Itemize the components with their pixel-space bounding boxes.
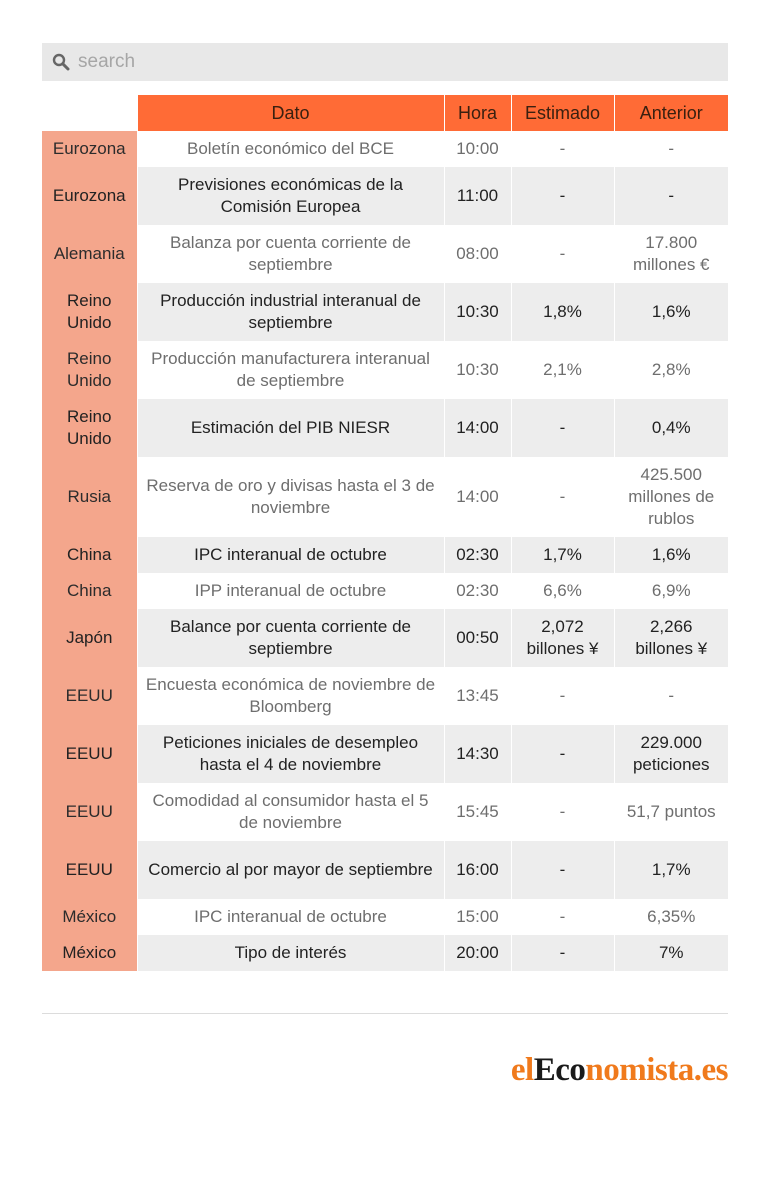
- hora-cell: 14:00: [444, 399, 511, 457]
- logo-part-el: el: [510, 1052, 534, 1088]
- dato-cell: IPP interanual de octubre: [137, 573, 444, 609]
- anterior-cell: 51,7 puntos: [614, 783, 728, 841]
- header-estimado[interactable]: Estimado: [511, 95, 614, 131]
- dato-cell: Boletín económico del BCE: [137, 131, 444, 167]
- country-cell: Eurozona: [42, 131, 137, 167]
- hora-cell: 20:00: [444, 935, 511, 971]
- estimado-cell: -: [511, 667, 614, 725]
- hora-cell: 02:30: [444, 573, 511, 609]
- anterior-cell: 17.800 millones €: [614, 225, 728, 283]
- anterior-cell: 1,6%: [614, 283, 728, 341]
- country-cell: México: [42, 899, 137, 935]
- estimado-cell: -: [511, 899, 614, 935]
- anterior-cell: 6,9%: [614, 573, 728, 609]
- table-row: [42, 783, 728, 841]
- country-cell: China: [42, 537, 137, 573]
- table-row: [42, 667, 728, 725]
- table-row: [42, 457, 728, 537]
- country-cell: China: [42, 573, 137, 609]
- table-row: [42, 935, 728, 971]
- dato-cell: IPC interanual de octubre: [137, 537, 444, 573]
- economic-calendar-table: [42, 95, 728, 971]
- hora-cell: 02:30: [444, 537, 511, 573]
- search-bar[interactable]: [42, 43, 728, 81]
- table-row: [42, 573, 728, 609]
- hora-cell: 10:00: [444, 131, 511, 167]
- anterior-cell: 1,6%: [614, 537, 728, 573]
- estimado-cell: 2,072 billones ¥: [511, 609, 614, 667]
- estimado-cell: -: [511, 783, 614, 841]
- eleconomista-logo[interactable]: [511, 1050, 728, 1090]
- table-row: [42, 609, 728, 667]
- hora-cell: 11:00: [444, 167, 511, 225]
- anterior-cell: 2,266 billones ¥: [614, 609, 728, 667]
- dato-cell: Balanza por cuenta corriente de septiembre: [137, 225, 444, 283]
- dato-cell: Previsiones económicas de la Comisión Europea: [137, 167, 444, 225]
- header-hora[interactable]: Hora: [444, 95, 511, 131]
- table-row: [42, 225, 728, 283]
- table-header-row: [42, 95, 728, 131]
- estimado-cell: -: [511, 725, 614, 783]
- country-cell: EEUU: [42, 783, 137, 841]
- footer-divider: [42, 1013, 728, 1014]
- table-row: [42, 537, 728, 573]
- estimado-cell: 6,6%: [511, 573, 614, 609]
- country-cell: Eurozona: [42, 167, 137, 225]
- hora-cell: 10:30: [444, 283, 511, 341]
- estimado-cell: 1,7%: [511, 537, 614, 573]
- dato-cell: Peticiones iniciales de desempleo hasta el 4 de noviembre: [137, 725, 444, 783]
- country-cell: EEUU: [42, 841, 137, 899]
- hora-cell: 13:45: [444, 667, 511, 725]
- dato-cell: Comodidad al consumidor hasta el 5 de noviembre: [137, 783, 444, 841]
- table-row: [42, 899, 728, 935]
- table-row: [42, 283, 728, 341]
- hora-cell: 14:30: [444, 725, 511, 783]
- country-cell: México: [42, 935, 137, 971]
- estimado-cell: -: [511, 167, 614, 225]
- anterior-cell: 7%: [614, 935, 728, 971]
- dato-cell: Producción industrial interanual de septiembre: [137, 283, 444, 341]
- table-row: [42, 167, 728, 225]
- anterior-cell: 425.500 millones de rublos: [614, 457, 728, 537]
- country-cell: Alemania: [42, 225, 137, 283]
- search-input[interactable]: [78, 51, 678, 73]
- anterior-cell: 6,35%: [614, 899, 728, 935]
- dato-cell: Estimación del PIB NIESR: [137, 399, 444, 457]
- logo-part-eco: Eco: [533, 1052, 586, 1088]
- dato-cell: Reserva de oro y divisas hasta el 3 de noviembre: [137, 457, 444, 537]
- hora-cell: 15:00: [444, 899, 511, 935]
- estimado-cell: 1,8%: [511, 283, 614, 341]
- country-cell: EEUU: [42, 667, 137, 725]
- estimado-cell: -: [511, 225, 614, 283]
- dato-cell: Tipo de interés: [137, 935, 444, 971]
- anterior-cell: -: [614, 167, 728, 225]
- dato-cell: Encuesta económica de noviembre de Bloomberg: [137, 667, 444, 725]
- header-anterior[interactable]: Anterior: [614, 95, 728, 131]
- estimado-cell: -: [511, 399, 614, 457]
- dato-cell: Comercio al por mayor de septiembre: [137, 841, 444, 899]
- header-blank: [42, 95, 137, 131]
- country-cell: EEUU: [42, 725, 137, 783]
- estimado-cell: -: [511, 457, 614, 537]
- search-icon: [52, 53, 70, 71]
- estimado-cell: 2,1%: [511, 341, 614, 399]
- table-row: [42, 341, 728, 399]
- country-cell: Reino Unido: [42, 399, 137, 457]
- hora-cell: 16:00: [444, 841, 511, 899]
- country-cell: Rusia: [42, 457, 137, 537]
- estimado-cell: -: [511, 935, 614, 971]
- estimado-cell: -: [511, 841, 614, 899]
- dato-cell: Producción manufacturera interanual de septiembre: [137, 341, 444, 399]
- table-row: [42, 131, 728, 167]
- anterior-cell: 2,8%: [614, 341, 728, 399]
- dato-cell: Balance por cuenta corriente de septiembre: [137, 609, 444, 667]
- logo-part-nomista: nomista.es: [585, 1052, 728, 1088]
- hora-cell: 15:45: [444, 783, 511, 841]
- anterior-cell: 0,4%: [614, 399, 728, 457]
- dato-cell: IPC interanual de octubre: [137, 899, 444, 935]
- country-cell: Japón: [42, 609, 137, 667]
- country-cell: Reino Unido: [42, 341, 137, 399]
- anterior-cell: -: [614, 131, 728, 167]
- table-row: [42, 725, 728, 783]
- table-row: [42, 841, 728, 899]
- hora-cell: 00:50: [444, 609, 511, 667]
- hora-cell: 08:00: [444, 225, 511, 283]
- header-dato[interactable]: Dato: [137, 95, 444, 131]
- hora-cell: 14:00: [444, 457, 511, 537]
- anterior-cell: 1,7%: [614, 841, 728, 899]
- hora-cell: 10:30: [444, 341, 511, 399]
- country-cell: Reino Unido: [42, 283, 137, 341]
- table-row: [42, 399, 728, 457]
- estimado-cell: -: [511, 131, 614, 167]
- anterior-cell: 229.000 peticiones: [614, 725, 728, 783]
- anterior-cell: -: [614, 667, 728, 725]
